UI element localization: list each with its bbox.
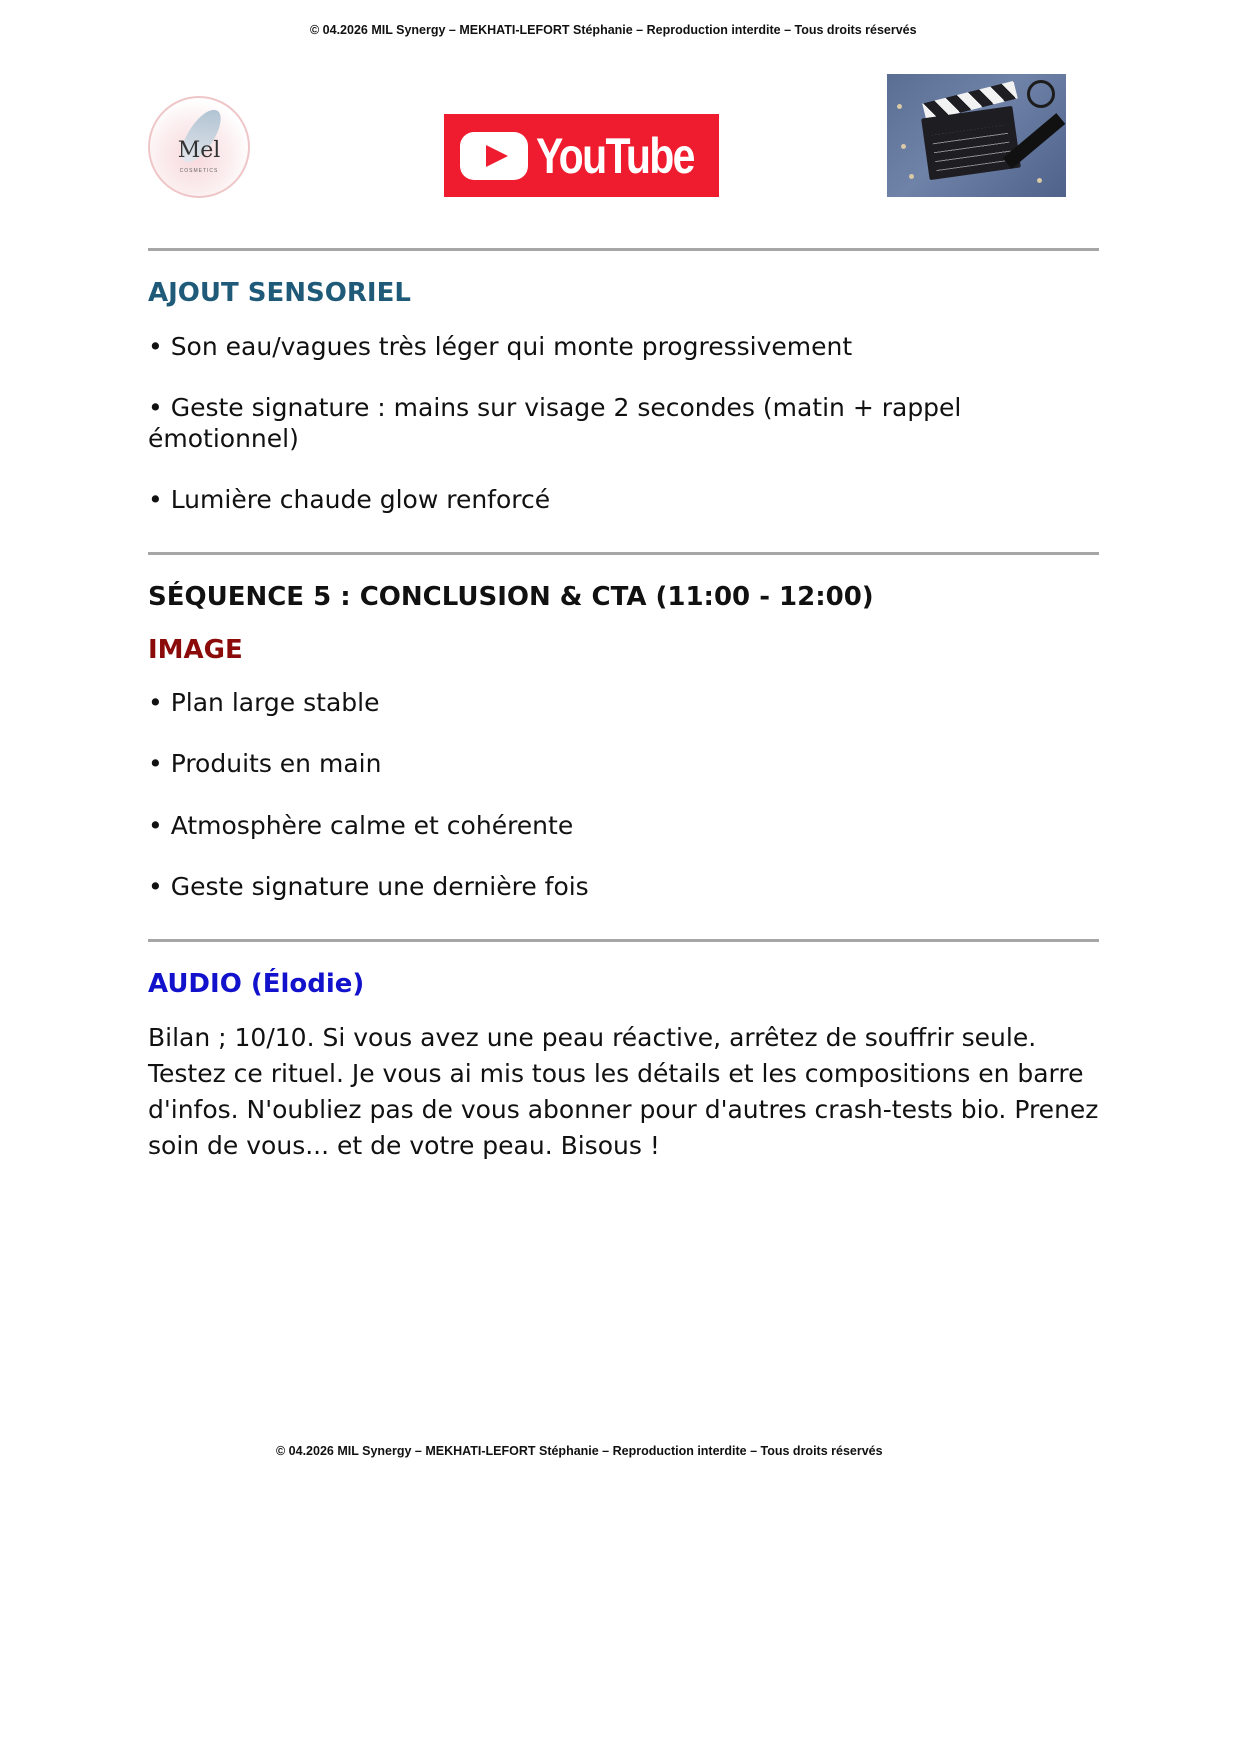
- list-item: • Son eau/vagues très léger qui monte progressivement: [148, 332, 853, 361]
- youtube-logo: [444, 114, 719, 197]
- audio-script-text: Bilan ; 10/10. Si vous avez une peau réactive, arrêtez de souffrir seule. Testez ce rituel. Je vous ai mis tous les détails et les compositions en barre d'infos. N'oubliez pas de vous abonner pour d'autres crash-tests bio. Prenez soin de vous... et de votre peau. Bisous !: [148, 1023, 1099, 1160]
- confetti-dot: [897, 104, 902, 109]
- confetti-dot: [909, 174, 914, 179]
- section-title-audio: AUDIO (Élodie): [148, 969, 365, 999]
- section-title-ajout-sensoriel: AJOUT SENSORIEL: [148, 278, 411, 308]
- list-item: • Produits en main: [148, 749, 382, 778]
- confetti-dot: [1037, 178, 1042, 183]
- youtube-wordmark: YouTube: [536, 127, 694, 184]
- copyright-footer: © 04.2026 MIL Synergy – MEKHATI-LEFORT Stéphanie – Reproduction interdite – Tous droits réservés: [276, 1444, 883, 1458]
- clapperboard-icon: [921, 106, 1021, 180]
- clapperboard-image: [887, 74, 1066, 197]
- divider: [148, 939, 1099, 942]
- section-title-sequence-5: SÉQUENCE 5 : CONCLUSION & CTA (11:00 - 12:00): [148, 582, 874, 612]
- confetti-dot: [901, 144, 906, 149]
- mel-cosmetics-logo: [148, 96, 250, 198]
- divider: [148, 552, 1099, 555]
- list-item: • Lumière chaude glow renforcé: [148, 485, 551, 514]
- list-item: • Geste signature : mains sur visage 2 secondes (matin + rappel émotionnel): [148, 393, 962, 453]
- play-icon: [460, 132, 528, 180]
- list-item: • Geste signature une dernière fois: [148, 872, 589, 901]
- mel-logo-name: Mel: [177, 138, 221, 163]
- list-item: • Plan large stable: [148, 688, 380, 717]
- divider: [148, 248, 1099, 251]
- scissors-icon: [1027, 80, 1055, 108]
- mel-logo-subtitle: COSMETICS: [179, 168, 219, 174]
- copyright-header: © 04.2026 MIL Synergy – MEKHATI-LEFORT Stéphanie – Reproduction interdite – Tous droits réservés: [310, 23, 917, 37]
- section-title-image: IMAGE: [148, 635, 243, 665]
- list-item: • Atmosphère calme et cohérente: [148, 811, 574, 840]
